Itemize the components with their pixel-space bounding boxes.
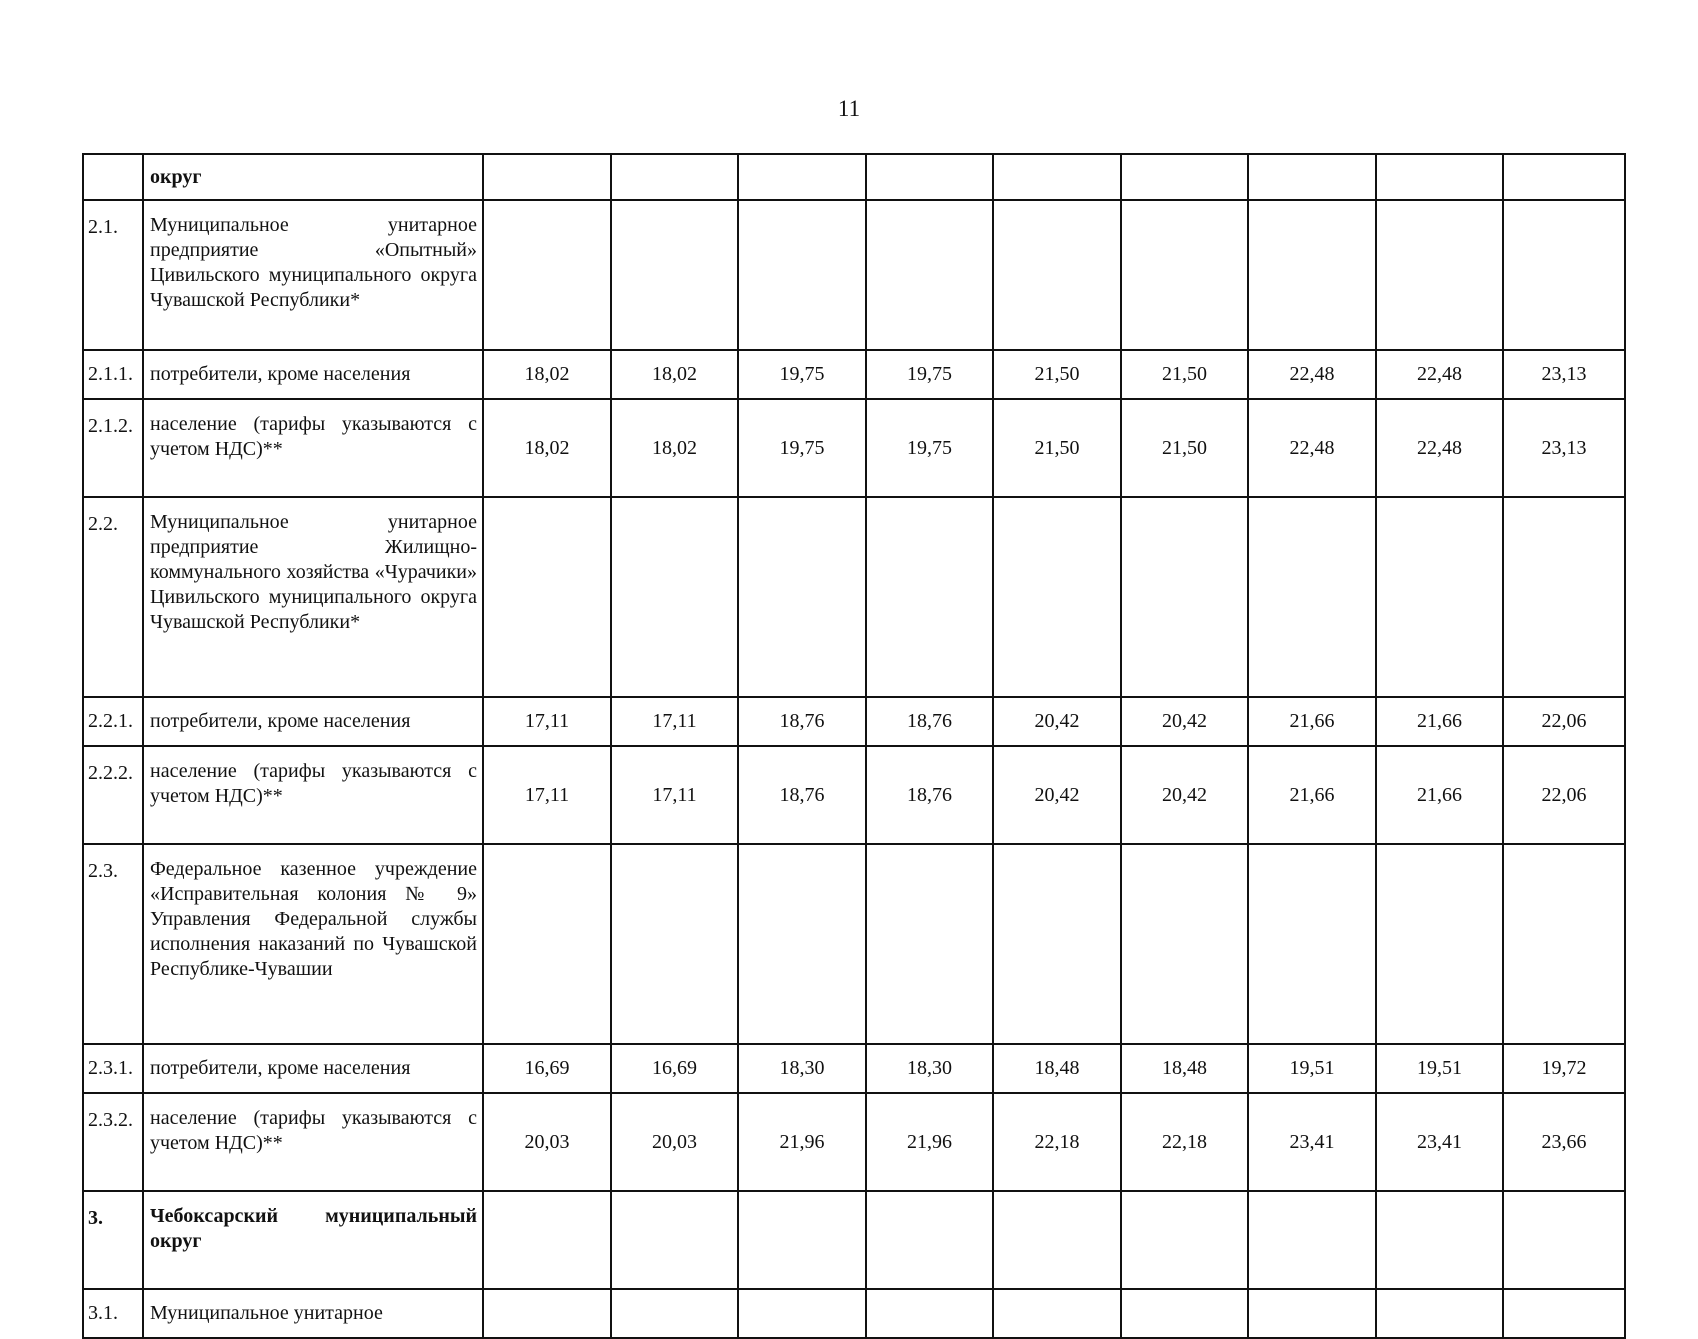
row-name-cell: Муниципальное унитарное предприятие Жилищно-коммунального хозяйства «Чурачики» Цивильского муниципального округа Чувашской Республики*	[143, 497, 483, 697]
tariff-value-cell	[866, 1289, 993, 1338]
tariff-value-cell: 18,48	[1121, 1044, 1248, 1093]
table-row	[83, 497, 1625, 697]
tariff-value-cell	[1248, 497, 1376, 697]
row-number-cell: 3.	[83, 1191, 143, 1289]
tariff-value-cell	[611, 154, 738, 200]
table-row	[83, 1093, 1625, 1191]
tariff-value-cell	[738, 200, 866, 350]
tariff-value-cell	[738, 844, 866, 1044]
tariff-value-cell: 22,48	[1376, 350, 1503, 399]
tariff-value-cell	[611, 844, 738, 1044]
tariff-value-cell: 21,66	[1376, 746, 1503, 844]
tariff-value-cell	[993, 154, 1121, 200]
table-row	[83, 746, 1625, 844]
tariff-value-cell: 18,76	[738, 746, 866, 844]
tariff-value-cell	[1121, 497, 1248, 697]
tariff-value-cell	[483, 200, 611, 350]
tariff-value-cell	[483, 844, 611, 1044]
tariff-value-cell: 19,75	[866, 350, 993, 399]
tariff-value-cell: 20,42	[993, 746, 1121, 844]
tariff-value-cell: 20,42	[993, 697, 1121, 746]
tariff-value-cell: 18,76	[866, 697, 993, 746]
row-number-cell: 2.1.	[83, 200, 143, 350]
tariff-value-cell	[1121, 844, 1248, 1044]
tariff-value-cell	[1121, 1191, 1248, 1289]
tariff-value-cell: 18,30	[738, 1044, 866, 1093]
row-number-cell: 2.2.2.	[83, 746, 143, 844]
row-name-cell: потребители, кроме населения	[143, 697, 483, 746]
tariff-value-cell: 17,11	[611, 746, 738, 844]
tariff-value-cell	[1121, 1289, 1248, 1338]
row-number-cell: 2.3.	[83, 844, 143, 1044]
tariff-value-cell: 20,03	[611, 1093, 738, 1191]
tariff-value-cell: 18,02	[483, 399, 611, 497]
row-name-cell: Муниципальное унитарное	[143, 1289, 483, 1338]
tariff-value-cell	[1376, 200, 1503, 350]
tariff-value-cell: 19,72	[1503, 1044, 1625, 1093]
tariff-value-cell: 19,75	[866, 399, 993, 497]
tariff-table-body	[83, 154, 1625, 1338]
row-number-cell: 2.1.2.	[83, 399, 143, 497]
row-number-cell: 3.1.	[83, 1289, 143, 1338]
tariff-value-cell	[1121, 200, 1248, 350]
tariff-value-cell	[993, 844, 1121, 1044]
tariff-value-cell: 16,69	[611, 1044, 738, 1093]
tariff-value-cell	[1503, 844, 1625, 1044]
tariff-value-cell	[1376, 154, 1503, 200]
row-number-cell: 2.1.1.	[83, 350, 143, 399]
tariff-value-cell	[993, 1191, 1121, 1289]
tariff-value-cell	[1121, 154, 1248, 200]
tariff-value-cell: 18,76	[866, 746, 993, 844]
table-row	[83, 399, 1625, 497]
tariff-value-cell: 19,51	[1376, 1044, 1503, 1093]
tariff-value-cell: 20,42	[1121, 697, 1248, 746]
tariff-value-cell	[1503, 1191, 1625, 1289]
tariff-value-cell: 19,51	[1248, 1044, 1376, 1093]
table-row	[83, 1191, 1625, 1289]
tariff-value-cell: 18,30	[866, 1044, 993, 1093]
tariff-value-cell	[738, 1289, 866, 1338]
row-number-cell: 2.2.	[83, 497, 143, 697]
tariff-value-cell: 21,96	[866, 1093, 993, 1191]
tariff-value-cell: 18,02	[611, 350, 738, 399]
tariff-value-cell: 22,18	[1121, 1093, 1248, 1191]
row-name-cell: население (тарифы указываются с учетом НДС)**	[143, 399, 483, 497]
tariff-value-cell: 20,03	[483, 1093, 611, 1191]
tariff-value-cell: 21,66	[1248, 697, 1376, 746]
tariff-value-cell	[483, 1191, 611, 1289]
row-name-cell: Чебоксарский муниципальный округ	[143, 1191, 483, 1289]
tariff-value-cell	[483, 497, 611, 697]
tariff-value-cell: 17,11	[483, 746, 611, 844]
tariff-value-cell	[611, 1191, 738, 1289]
tariff-value-cell	[1503, 200, 1625, 350]
table-row	[83, 697, 1625, 746]
tariff-value-cell: 22,06	[1503, 746, 1625, 844]
row-name-cell: население (тарифы указываются с учетом НДС)**	[143, 746, 483, 844]
tariff-value-cell	[866, 200, 993, 350]
tariff-value-cell: 22,48	[1376, 399, 1503, 497]
tariff-value-cell	[1248, 1289, 1376, 1338]
tariff-value-cell	[738, 154, 866, 200]
tariff-value-cell	[1376, 1191, 1503, 1289]
tariff-value-cell	[483, 1289, 611, 1338]
tariff-value-cell: 22,48	[1248, 399, 1376, 497]
row-number-cell: 2.2.1.	[83, 697, 143, 746]
tariff-value-cell	[1376, 497, 1503, 697]
tariff-value-cell: 21,96	[738, 1093, 866, 1191]
tariff-value-cell	[738, 1191, 866, 1289]
table-row	[83, 350, 1625, 399]
table-row	[83, 1289, 1625, 1338]
tariff-value-cell: 21,50	[993, 350, 1121, 399]
tariff-value-cell	[1248, 200, 1376, 350]
tariff-value-cell: 18,02	[483, 350, 611, 399]
tariff-value-cell	[866, 497, 993, 697]
tariff-value-cell: 21,66	[1248, 746, 1376, 844]
tariff-value-cell: 18,76	[738, 697, 866, 746]
tariff-value-cell	[1503, 1289, 1625, 1338]
row-name-cell: население (тарифы указываются с учетом НДС)**	[143, 1093, 483, 1191]
tariff-value-cell	[993, 1289, 1121, 1338]
tariff-value-cell: 23,13	[1503, 399, 1625, 497]
tariff-value-cell: 18,48	[993, 1044, 1121, 1093]
tariff-value-cell	[611, 497, 738, 697]
row-name-cell: округ	[143, 154, 483, 200]
row-name-cell: потребители, кроме населения	[143, 1044, 483, 1093]
tariff-value-cell	[611, 200, 738, 350]
tariff-value-cell: 21,66	[1376, 697, 1503, 746]
tariff-value-cell	[993, 200, 1121, 350]
tariff-value-cell: 21,50	[1121, 399, 1248, 497]
row-name-cell: Федеральное казенное учреждение «Исправительная колония № 9» Управления Федеральной службы исполнения наказаний по Чувашской Республике-Чувашии	[143, 844, 483, 1044]
tariff-value-cell	[1376, 1289, 1503, 1338]
row-number-cell	[83, 154, 143, 200]
tariff-value-cell	[866, 1191, 993, 1289]
table-row	[83, 844, 1625, 1044]
tariff-value-cell: 23,13	[1503, 350, 1625, 399]
tariff-value-cell: 22,18	[993, 1093, 1121, 1191]
table-row	[83, 1044, 1625, 1093]
tariff-value-cell: 23,41	[1376, 1093, 1503, 1191]
page-number: 11	[837, 96, 861, 121]
tariff-value-cell: 18,02	[611, 399, 738, 497]
row-name-cell: потребители, кроме населения	[143, 350, 483, 399]
tariff-value-cell	[1248, 154, 1376, 200]
tariff-value-cell	[1503, 497, 1625, 697]
tariff-value-cell	[738, 497, 866, 697]
tariff-value-cell	[1503, 154, 1625, 200]
tariff-value-cell: 19,75	[738, 350, 866, 399]
tariff-value-cell	[866, 844, 993, 1044]
tariff-table	[82, 153, 1626, 1339]
table-row	[83, 154, 1625, 200]
tariff-value-cell	[611, 1289, 738, 1338]
tariff-value-cell: 23,41	[1248, 1093, 1376, 1191]
tariff-value-cell	[866, 154, 993, 200]
tariff-value-cell: 19,75	[738, 399, 866, 497]
tariff-value-cell	[1376, 844, 1503, 1044]
row-name-cell: Муниципальное унитарное предприятие «Опытный» Цивильского муниципального округа Чувашской Республики*	[143, 200, 483, 350]
tariff-value-cell: 21,50	[1121, 350, 1248, 399]
row-number-cell: 2.3.1.	[83, 1044, 143, 1093]
tariff-value-cell: 17,11	[611, 697, 738, 746]
tariff-value-cell	[483, 154, 611, 200]
tariff-value-cell: 23,66	[1503, 1093, 1625, 1191]
tariff-value-cell	[1248, 844, 1376, 1044]
tariff-value-cell: 22,06	[1503, 697, 1625, 746]
tariff-value-cell: 21,50	[993, 399, 1121, 497]
tariff-value-cell	[993, 497, 1121, 697]
row-number-cell: 2.3.2.	[83, 1093, 143, 1191]
tariff-value-cell: 20,42	[1121, 746, 1248, 844]
tariff-value-cell: 17,11	[483, 697, 611, 746]
tariff-value-cell: 22,48	[1248, 350, 1376, 399]
table-row	[83, 200, 1625, 350]
tariff-value-cell: 16,69	[483, 1044, 611, 1093]
tariff-value-cell	[1248, 1191, 1376, 1289]
